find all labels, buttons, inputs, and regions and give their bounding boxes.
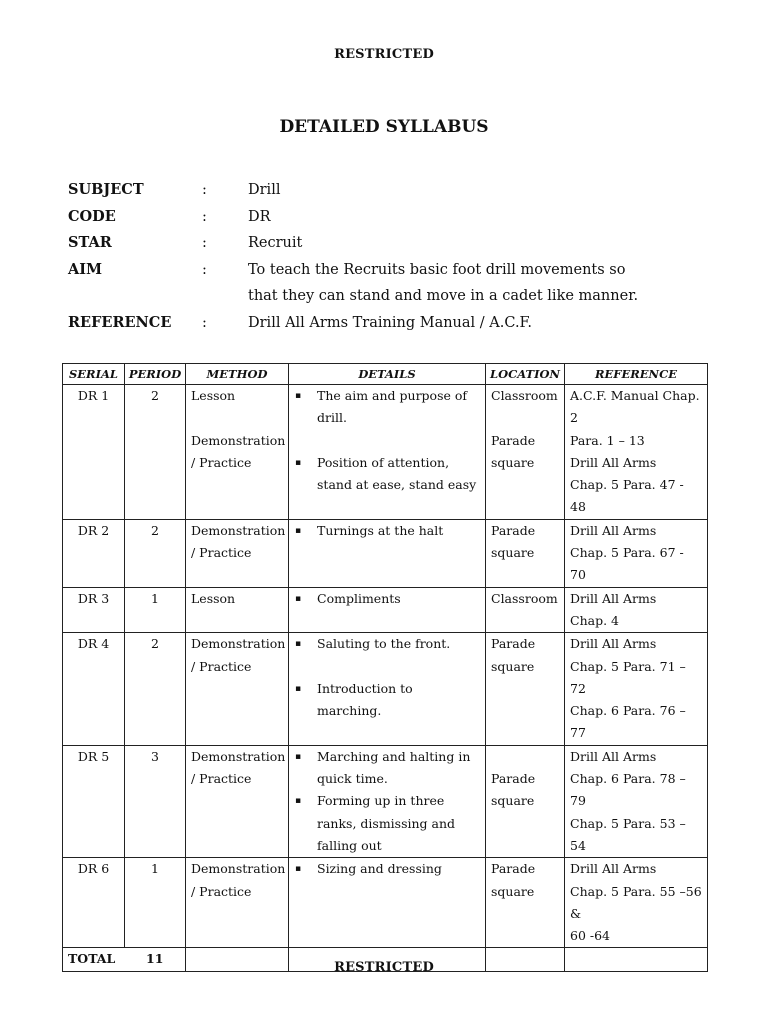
reference-text: A.C.F. Manual Chap. 2 — [570, 388, 700, 426]
detail-text: Sizing and dressing — [317, 861, 442, 877]
colon: : — [202, 261, 207, 278]
star-value: Recruit — [248, 235, 303, 251]
bullet-icon: ▪ — [295, 796, 302, 807]
detail-text: Turnings at the halt — [317, 522, 444, 538]
detail-text: The aim and purpose of drill. — [317, 388, 468, 426]
bullet-icon: ▪ — [295, 864, 302, 875]
table-row — [63, 519, 708, 587]
detail-text: Forming up in three ranks, dismissing and falling out — [317, 793, 456, 853]
syllabus-table — [62, 363, 708, 972]
bullet-icon: ▪ — [295, 639, 302, 650]
period-cell: 2 — [125, 385, 186, 520]
detail-item — [294, 385, 480, 430]
detail-item — [294, 520, 480, 542]
location-cell — [486, 519, 565, 587]
period-cell: 2 — [125, 519, 186, 587]
code-value: DR — [248, 208, 271, 225]
location-text: Classroom — [491, 388, 558, 403]
location-cell — [486, 858, 565, 948]
reference-text: Chap. 5 Para. 55 –56 & — [570, 883, 702, 921]
details-cell — [289, 858, 486, 948]
period-cell: 3 — [125, 745, 186, 857]
detail-item — [294, 452, 480, 497]
total-label: TOTAL — [68, 951, 116, 967]
serial-cell: DR 1 — [63, 385, 125, 520]
period-cell: 1 — [125, 858, 186, 948]
detail-text: Compliments — [317, 590, 401, 606]
reference-text: Drill All Arms — [570, 636, 657, 652]
reference-cell — [565, 858, 708, 948]
location-text: square — [491, 545, 535, 561]
column-header-method: METHOD — [186, 364, 289, 385]
colon: : — [202, 314, 207, 331]
method-text: / Practice — [191, 658, 252, 674]
bullet-icon: ▪ — [295, 593, 302, 604]
method-text: / Practice — [191, 771, 252, 787]
reference-cell — [565, 745, 708, 857]
location-text: Parade — [491, 636, 536, 652]
serial-cell: DR 5 — [63, 745, 125, 857]
aim-value-line: To teach the Recruits basic foot drill movements so — [248, 261, 626, 278]
table-row — [63, 587, 708, 633]
reference-text: Drill All Arms — [570, 590, 657, 606]
method-text: Lesson — [191, 590, 236, 606]
column-header-reference: REFERENCE — [565, 364, 708, 385]
reference-text: Chap. 4 — [570, 612, 619, 628]
method-cell — [186, 385, 289, 520]
table-row — [63, 858, 708, 948]
reference-text: Drill All Arms — [570, 861, 657, 877]
location-text: Parade — [491, 432, 536, 448]
reference-cell — [565, 385, 708, 520]
detail-text: Introduction to marching. — [317, 680, 413, 719]
syllabus-info — [68, 177, 708, 336]
details-cell — [289, 385, 486, 520]
method-cell — [186, 587, 289, 633]
detail-text: Saluting to the front. — [317, 636, 451, 652]
column-header-serial: SERIAL — [63, 364, 125, 385]
colon: : — [202, 208, 207, 225]
serial-cell: DR 4 — [63, 633, 125, 745]
column-header-location: LOCATION — [486, 364, 565, 385]
info-row-code — [68, 204, 708, 231]
subject-value: Drill — [248, 182, 281, 198]
method-text: Demonstration — [191, 636, 286, 652]
location-cell — [486, 745, 565, 857]
detail-text: Position of attention, stand at ease, stand easy — [317, 454, 477, 493]
reference-cell — [565, 633, 708, 745]
table-row — [63, 745, 708, 857]
colon: : — [202, 182, 207, 198]
detail-text: Marching and halting in quick time. — [317, 748, 471, 787]
location-cell — [486, 633, 565, 745]
bullet-icon: ▪ — [295, 391, 302, 401]
location-cell — [486, 385, 565, 520]
detail-item — [294, 858, 480, 880]
location-text: Parade — [491, 522, 536, 538]
column-header-details: DETAILS — [289, 364, 486, 385]
detail-item — [294, 790, 480, 857]
bullet-icon: ▪ — [295, 683, 302, 694]
column-header-period: PERIOD — [125, 364, 186, 385]
method-text: / Practice — [191, 883, 252, 899]
aim-value-line: that they can stand and move in a cadet like manner. — [248, 288, 639, 304]
details-cell — [289, 587, 486, 633]
detail-item — [294, 678, 480, 723]
details-cell — [289, 745, 486, 857]
reference-text: Drill All Arms — [570, 522, 657, 538]
table-header-row — [63, 364, 708, 385]
page-title: DETAILED SYLLABUS — [279, 117, 489, 137]
reference-label: REFERENCE — [68, 313, 172, 331]
subject-label: SUBJECT — [68, 181, 144, 198]
location-text: Classroom — [491, 590, 558, 606]
detail-item — [294, 746, 480, 791]
detail-item — [294, 588, 480, 610]
bullet-icon: ▪ — [295, 751, 302, 762]
details-cell — [289, 519, 486, 587]
reference-cell — [565, 519, 708, 587]
bullet-icon: ▪ — [295, 525, 302, 536]
method-text: Demonstration — [191, 432, 286, 448]
location-text: square — [491, 793, 535, 809]
star-label: STAR — [68, 234, 112, 251]
method-text: / Practice — [191, 454, 252, 470]
reference-text: Chap. 6 Para. 76 – 77 — [570, 703, 686, 741]
info-row-reference — [68, 310, 708, 337]
method-cell — [186, 633, 289, 745]
total-value: 11 — [146, 951, 164, 967]
reference-text: 60 -64 — [570, 928, 611, 944]
reference-text: Drill All Arms — [570, 454, 657, 470]
serial-cell: DR 2 — [63, 519, 125, 587]
method-text: / Practice — [191, 545, 252, 561]
location-text: Parade — [491, 861, 536, 877]
header-security-marking: RESTRICTED — [334, 47, 434, 62]
table-row — [63, 633, 708, 745]
code-label: CODE — [68, 207, 116, 225]
colon: : — [202, 235, 207, 251]
detail-item — [294, 633, 480, 655]
method-cell — [186, 858, 289, 948]
location-text: Parade — [491, 771, 536, 787]
info-row-aim — [68, 257, 708, 310]
location-text: square — [491, 658, 535, 674]
reference-text: Chap. 5 Para. 53 – 54 — [570, 815, 686, 853]
location-cell — [486, 587, 565, 633]
method-text: Demonstration — [191, 861, 286, 877]
serial-cell: DR 3 — [63, 587, 125, 633]
method-cell — [186, 745, 289, 857]
bullet-icon: ▪ — [295, 457, 302, 468]
serial-cell: DR 6 — [63, 858, 125, 948]
aim-value — [248, 257, 668, 310]
details-cell — [289, 633, 486, 745]
location-text: square — [491, 454, 535, 470]
method-text: Demonstration — [191, 522, 286, 538]
reference-text: Para. 1 – 13 — [570, 432, 645, 448]
method-cell — [186, 519, 289, 587]
info-row-star — [68, 230, 708, 257]
location-text: square — [491, 883, 535, 899]
period-cell: 2 — [125, 633, 186, 745]
aim-label: AIM — [68, 260, 103, 278]
table-row — [63, 385, 708, 520]
reference-text: Chap. 5 Para. 67 - 70 — [570, 545, 684, 583]
method-text: Lesson — [191, 388, 236, 403]
reference-text: Chap. 6 Para. 78 – 79 — [570, 771, 686, 809]
info-row-subject — [68, 177, 708, 204]
period-cell: 1 — [125, 587, 186, 633]
reference-value: Drill All Arms Training Manual / A.C.F. — [248, 314, 532, 331]
method-text: Demonstration — [191, 748, 286, 764]
footer-security-marking: RESTRICTED — [334, 960, 434, 975]
reference-cell — [565, 587, 708, 633]
reference-text: Chap. 5 Para. 47 - 48 — [570, 477, 684, 515]
reference-text: Chap. 5 Para. 71 – 72 — [570, 658, 686, 696]
reference-text: Drill All Arms — [570, 748, 657, 764]
